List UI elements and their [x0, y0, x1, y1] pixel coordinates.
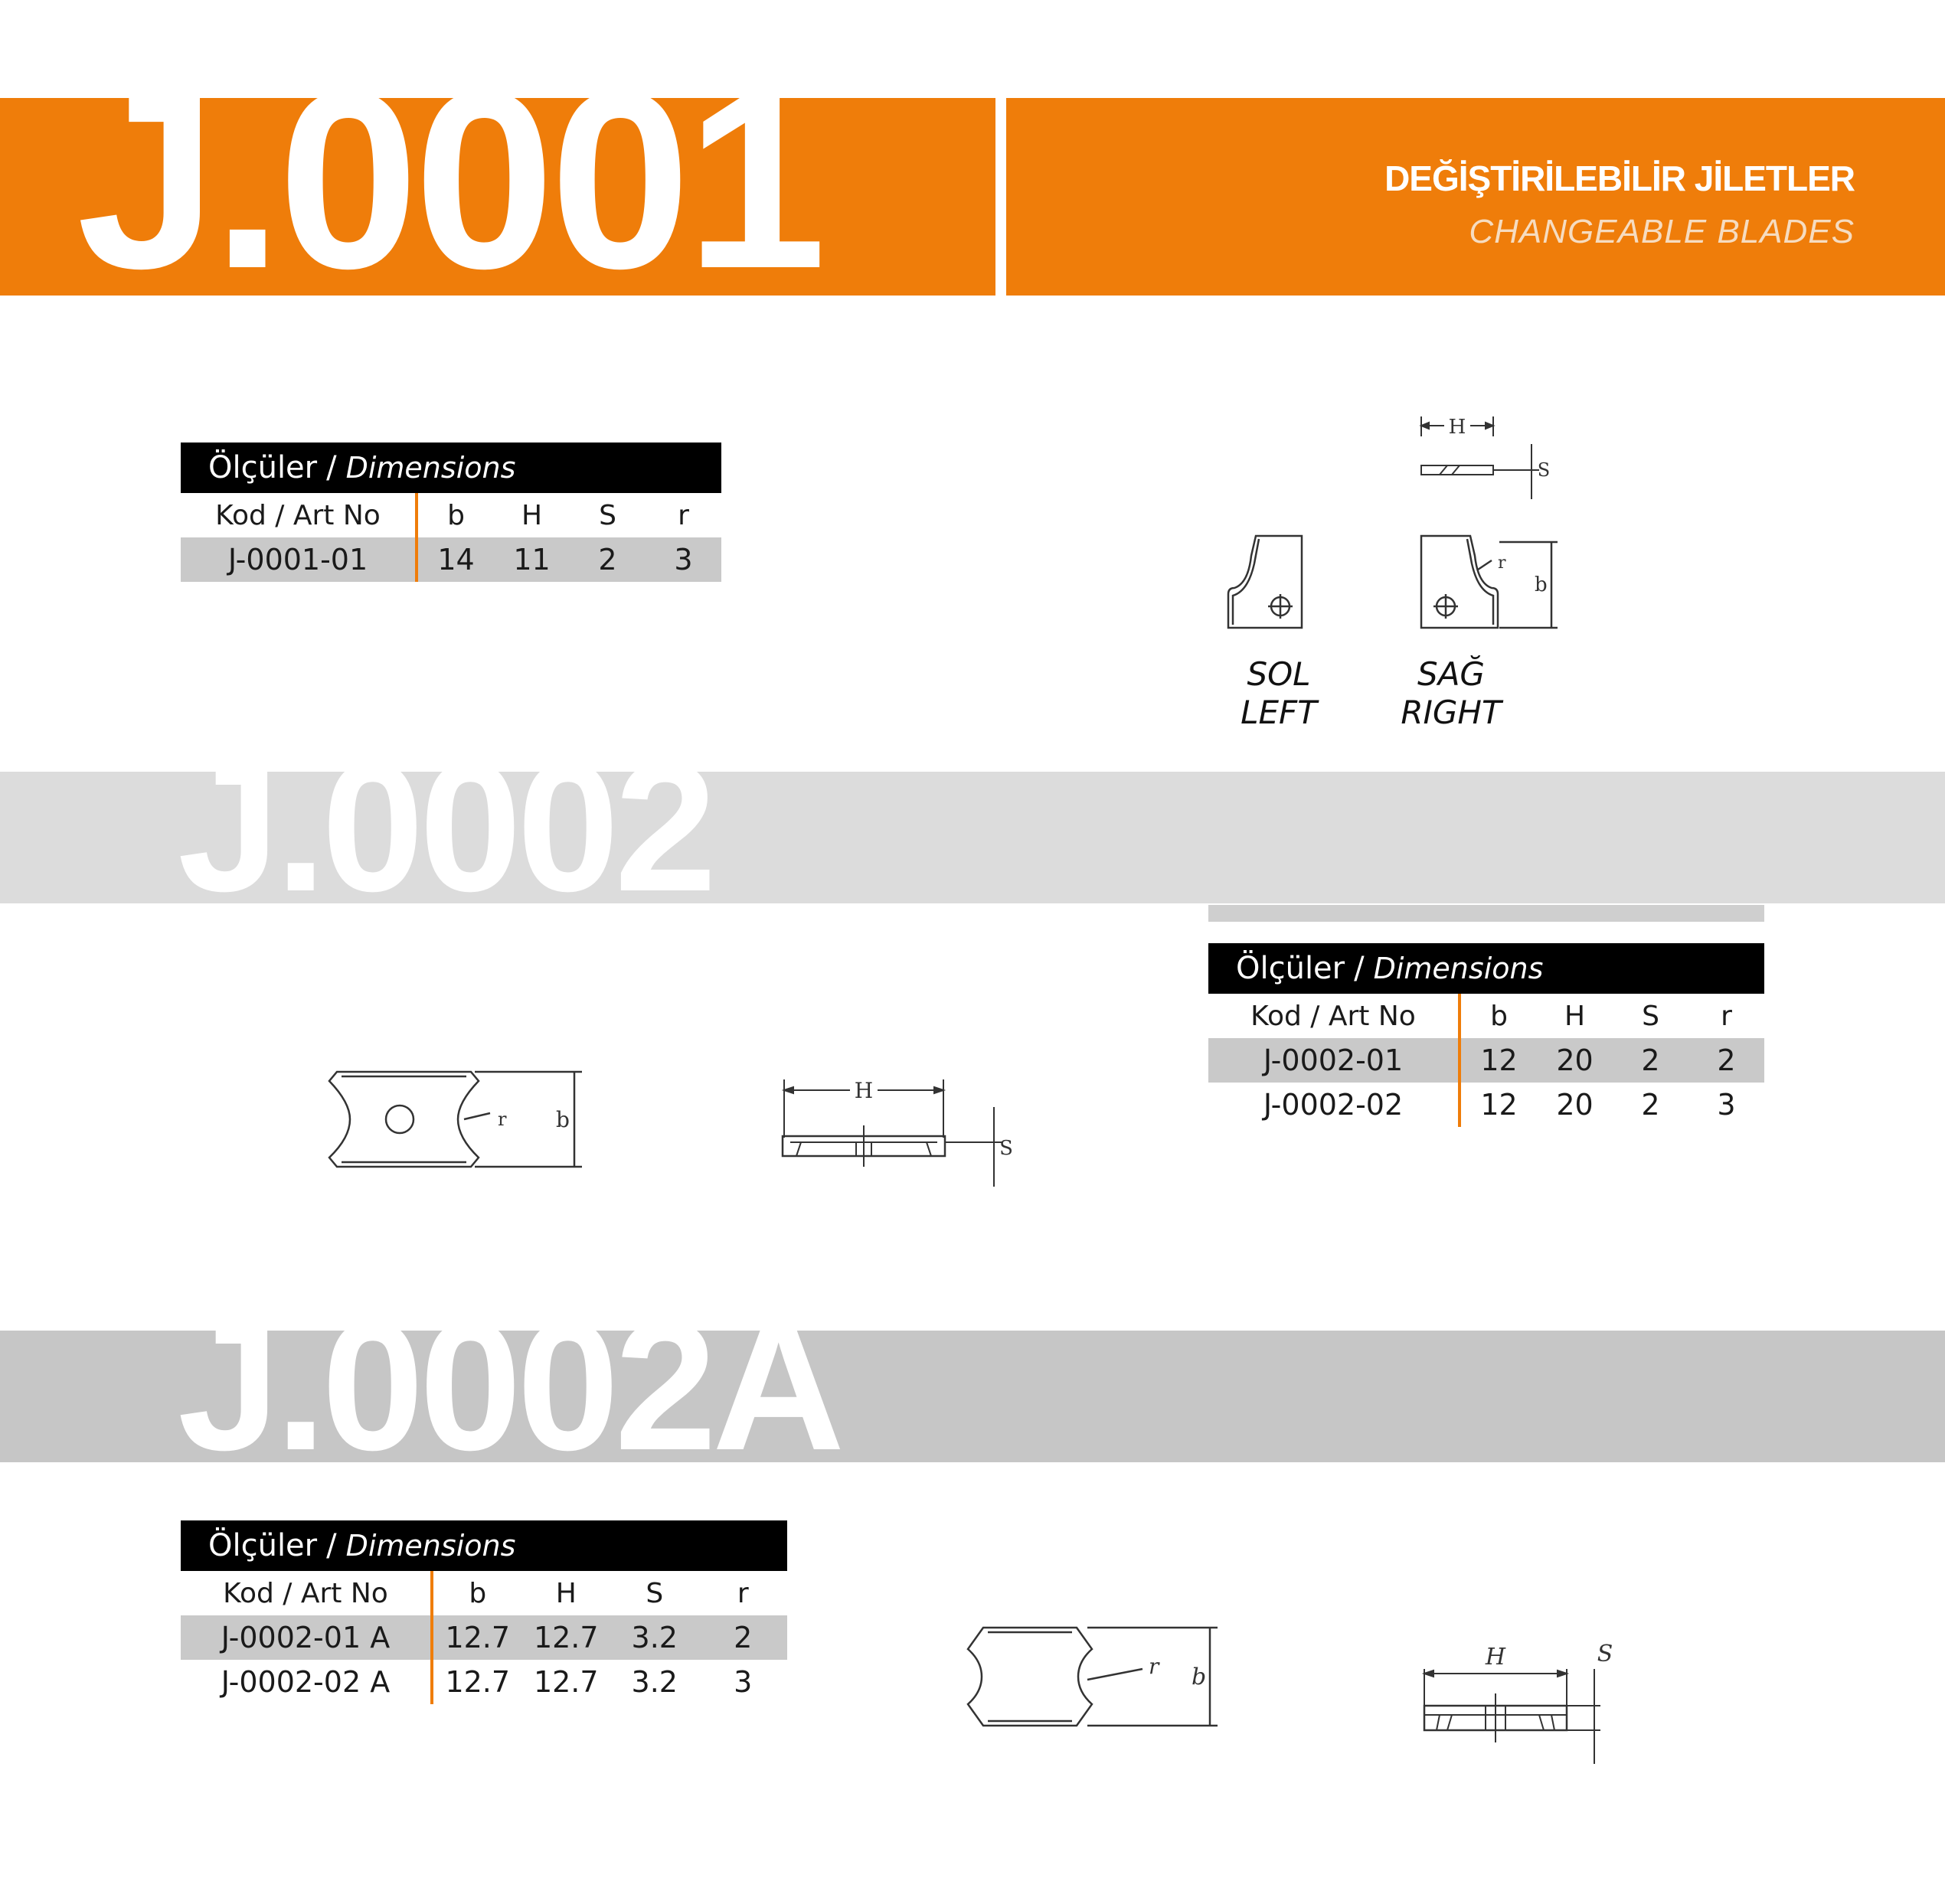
dim-mark-s: S: [1597, 1641, 1613, 1667]
cell-kod: J-0002-01: [1208, 1038, 1461, 1083]
cell-s: 3.2: [631, 1665, 678, 1699]
label-left: [1218, 655, 1340, 733]
table-title: Ölçüler: [208, 450, 318, 485]
col-b: b: [1490, 1000, 1508, 1032]
col-b: b: [469, 1577, 487, 1609]
table-row: [1208, 1083, 1764, 1127]
cell-s: 2: [1641, 1043, 1660, 1077]
cell-r: 3: [1717, 1088, 1736, 1122]
table-title: Ölçüler: [208, 1528, 318, 1563]
dim-mark-h: H: [1448, 416, 1466, 439]
dimensions-table-j0001: [181, 443, 721, 582]
col-s: S: [1642, 1000, 1659, 1032]
cell-h: 12.7: [533, 1621, 599, 1654]
col-kod: Kod / Art No: [181, 493, 418, 537]
dim-mark-b: b: [1535, 573, 1548, 596]
blade-top-view-j0002: [314, 1064, 590, 1179]
table-title-separator: /: [1354, 951, 1365, 986]
cell-b: 12: [1480, 1043, 1518, 1077]
cell-kod: J-0002-02: [1208, 1083, 1461, 1127]
cell-b: 12: [1480, 1088, 1518, 1122]
dim-mark-r: r: [498, 1109, 507, 1130]
label-right-en: RIGHT: [1401, 694, 1502, 732]
cell-kod: J-0001-01: [181, 537, 418, 582]
col-s: S: [599, 499, 616, 531]
dim-mark-b: b: [1192, 1664, 1207, 1690]
cell-b: 14: [437, 543, 475, 576]
table-title-en: Dimensions: [345, 1529, 516, 1563]
catalog-title-en: CHANGEABLE BLADES: [1469, 213, 1855, 250]
dimensions-table-j0002a: [181, 1520, 787, 1704]
cell-h: 12.7: [533, 1665, 599, 1699]
table-title-en: Dimensions: [345, 451, 516, 485]
col-r: r: [737, 1577, 749, 1609]
cell-s: 3.2: [631, 1621, 678, 1654]
cell-r: 2: [1717, 1043, 1736, 1077]
table-row: [181, 1615, 787, 1660]
col-h: H: [521, 499, 543, 531]
cell-r: 3: [734, 1665, 753, 1699]
blade-right-drawing: [1417, 533, 1562, 632]
cell-b: 12.7: [445, 1621, 511, 1654]
dimensions-table-j0002: [1208, 943, 1764, 1127]
table-top-bar: [1208, 905, 1764, 922]
col-h: H: [555, 1577, 577, 1609]
table-column-headers: [181, 493, 721, 537]
cell-h: 20: [1556, 1088, 1594, 1122]
col-s: S: [646, 1577, 664, 1609]
col-kod: Kod / Art No: [1208, 994, 1461, 1038]
table-title-en: Dimensions: [1373, 952, 1544, 985]
dim-mark-s: S: [1537, 459, 1551, 481]
label-left-tr: SOL: [1247, 655, 1311, 693]
blade-side-view-j0001: [1409, 406, 1554, 505]
table-row: [1208, 1038, 1764, 1083]
label-right: [1386, 655, 1516, 733]
cell-h: 11: [513, 543, 551, 576]
product-code-j0002: J.0002: [178, 735, 713, 903]
table-title-separator: /: [326, 1528, 337, 1563]
cell-b: 12.7: [445, 1665, 511, 1699]
table-column-headers: [181, 1571, 787, 1615]
cell-r: 2: [734, 1621, 753, 1654]
table-title-separator: /: [326, 450, 337, 485]
label-right-tr: SAĞ: [1417, 655, 1485, 693]
dim-mark-h: H: [1485, 1644, 1506, 1670]
cell-h: 20: [1556, 1043, 1594, 1077]
table-header: [181, 1520, 787, 1571]
cell-s: 2: [598, 543, 617, 576]
cell-kod: J-0002-02 A: [181, 1660, 433, 1704]
band-divider: [995, 98, 1006, 296]
col-h: H: [1564, 1000, 1586, 1032]
cell-kod: J-0002-01 A: [181, 1615, 433, 1660]
cell-r: 3: [674, 543, 693, 576]
col-r: r: [678, 499, 689, 531]
blade-side-view-j0002a: [1409, 1638, 1623, 1768]
product-code-j0001: J.0001: [77, 54, 822, 296]
table-title: Ölçüler: [1236, 951, 1345, 986]
dim-mark-r: r: [1498, 554, 1506, 573]
col-r: r: [1721, 1000, 1732, 1032]
table-row: [181, 537, 721, 582]
table-column-headers: [1208, 994, 1764, 1038]
dim-mark-h: H: [854, 1078, 874, 1103]
col-b: b: [447, 499, 465, 531]
blade-left-drawing: [1225, 533, 1309, 632]
catalog-title-tr: DEĞİŞTİRİLEBİLİR JİLETLER: [1384, 158, 1855, 198]
cell-s: 2: [1641, 1088, 1660, 1122]
dim-mark-s: S: [999, 1137, 1013, 1160]
table-header: [1208, 943, 1764, 994]
col-kod: Kod / Art No: [181, 1571, 433, 1615]
table-row: [181, 1660, 787, 1704]
dim-mark-b: b: [556, 1107, 570, 1132]
product-code-j0002a: J.0002A: [178, 1294, 841, 1462]
label-left-en: LEFT: [1241, 694, 1317, 732]
dim-mark-r: r: [1149, 1654, 1159, 1679]
table-header: [181, 443, 721, 493]
blade-side-view-j0002: [773, 1072, 1018, 1194]
blade-top-view-j0002a: [957, 1615, 1233, 1730]
